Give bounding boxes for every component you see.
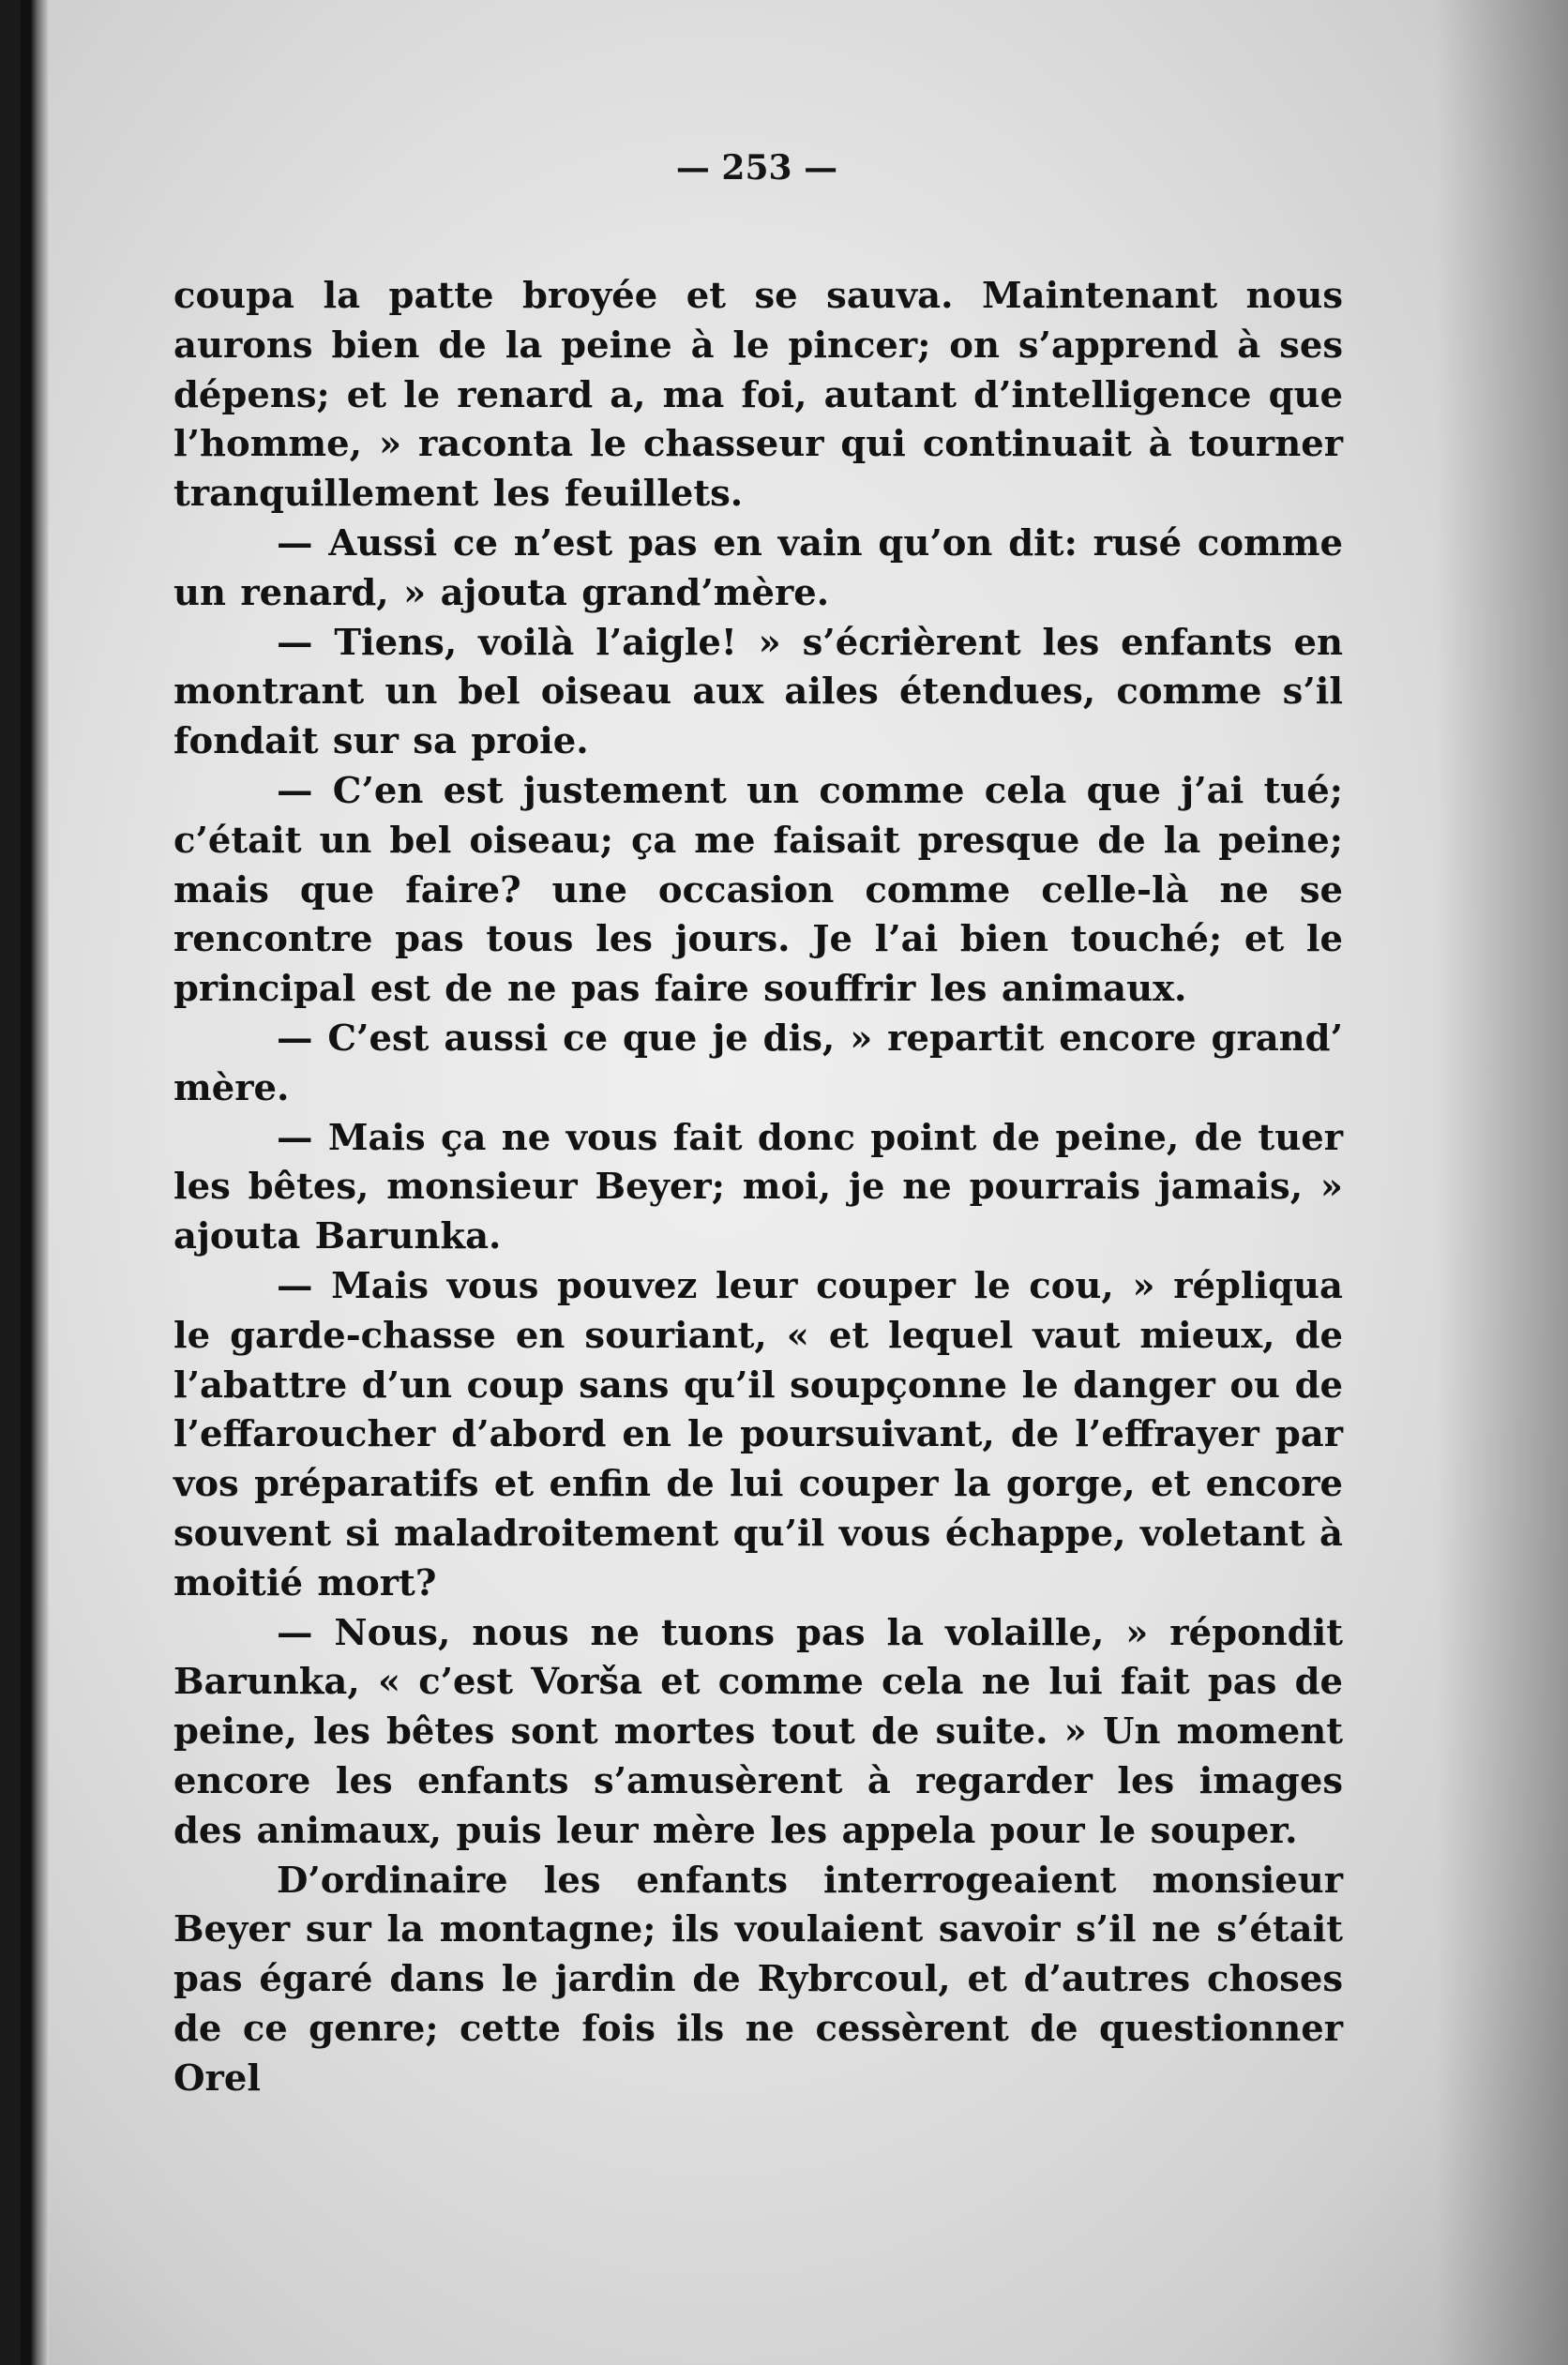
paragraph: — C’en est justement un comme cela que j’ai tué; c’était un bel oiseau; ça me faisait presque de la peine; mais que faire? une occasion comme celle-là ne se rencontre pas tous les jours. Je l’ai bien touché; et le principal est de ne pas faire souffrir les animaux. [173, 769, 1343, 1011]
paragraph: — Mais vous pouvez leur couper le cou, » répliqua le garde-chasse en souriant, « et lequel vaut mieux, de l’abattre d’un coup sans qu’il soupçonne le danger ou de l’effaroucher d’abord en le poursuivant, de l’effrayer par vos préparatifs et enfin de lui couper la gorge, et encore souvent si maladroitement qu’il vous échappe, voletant à moitié mort? [173, 1264, 1343, 1604]
paragraph: — Tiens, voilà l’aigle! » s’écrièrent les enfants en montrant un bel oiseau aux ailes étendues, comme s’il fondait sur sa proie. [173, 621, 1343, 763]
paragraph: coupa la patte broyée et se sauva. Maintenant nous aurons bien de la peine à le pincer; on s’apprend à ses dépens; et le renard a, ma foi, autant d’intelligence que l’homme, » raconta le chasseur qui continuait à tourner tranquillement les feuillets. [173, 275, 1343, 516]
paragraph: — Nous, nous ne tuons pas la volaille, » répondit Barunka, « c’est Vorša et comme cela ne lui fait pas de peine, les bêtes sont mortes tout de suite. » Un moment encore les enfants s’amusèrent à regarder les images des animaux, puis leur mère les appela pour le souper. [173, 1611, 1343, 1852]
page-number: — 253 — [675, 148, 838, 188]
paragraph: — Aussi ce n’est pas en vain qu’on dit: rusé comme un renard, » ajouta grand’mère. [173, 521, 1343, 614]
page-binding-edge [21, 0, 49, 2365]
paragraph: D’ordinaire les enfants interrogeaient monsieur Beyer sur la montagne; ils voulaient savoir s’il ne s’était pas égaré dans le jardin de Rybrcoul, et d’autres choses de ce genre; cette fois ils ne cessèrent de questionner Orel [173, 1859, 1343, 2100]
paragraph: — C’est aussi ce que je dis, » repartit encore grand’ mère. [173, 1017, 1343, 1109]
book-page [21, 0, 1568, 2365]
paragraph: — Mais ça ne vous fait donc point de peine, de tuer les bêtes, monsieur Beyer; moi, je ne pourrais jamais, » ajouta Barunka. [173, 1116, 1343, 1258]
body-text [173, 272, 1343, 2103]
